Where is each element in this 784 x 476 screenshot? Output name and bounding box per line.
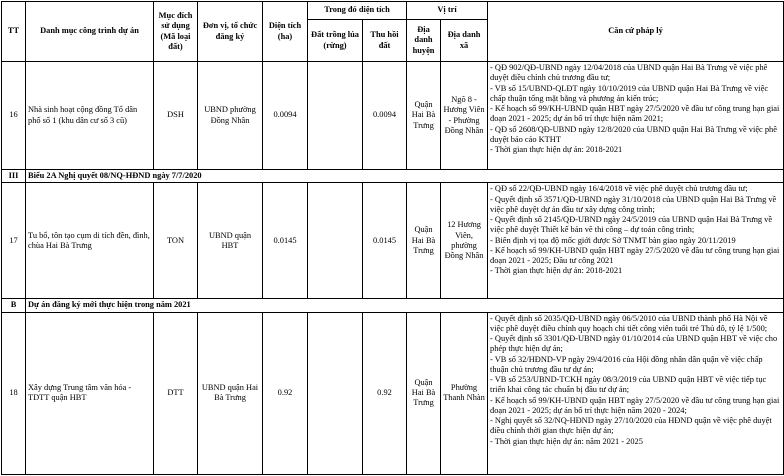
legal-item: - VB số 253/UBND-TCKH ngày 08/3/2019 của UBND quận HBT về việc tiếp tục triển khai công tác chuẩn bị đầu tư dự án; [490,375,767,395]
row-rice [308,62,363,170]
row-tt: 16 [2,62,26,170]
row-project-name: Nhà sinh hoạt cộng đồng Tổ dân phố số 1 (khu dân cư số 3 cũ) [26,62,154,170]
header-tt: TT [2,2,26,62]
header-legal-basis: Căn cứ pháp lý [488,2,784,62]
section-row [2,299,784,312]
row-recovered: 0.0094 [363,62,407,170]
row-land-code: DSH [154,62,198,170]
legal-item: - QĐ số 2608/QĐ-UBND ngày 12/8/2020 của UBND quận Hai Bà Trưng về việc phê duyệt báo cáo KTHT [490,124,777,144]
row-tt: 18 [2,312,26,474]
legal-item: - Quyết định số 3571/QĐ-UBND ngày 31/10/2018 của UBND quận Hai Bà Trưng về việc phê duyệt dự án đầu tư xây dựng công trình; [490,194,777,214]
row-commune: 12 Hương Viên, phường Đồng Nhân [441,183,488,299]
header-location: Vị trí [407,2,488,20]
row-land-code: DTT [154,312,198,474]
row-tt: 17 [2,183,26,299]
row-area: 0.0145 [263,183,308,299]
row-commune: Phường Thanh Nhàn [441,312,488,474]
legal-item: - Nghị quyết số 32/NQ-HĐND ngày 27/10/2020 của HĐND quận về việc phê duyệt điều chỉnh thời gian thực hiện dự án; [490,416,772,436]
legal-item: - Kế hoạch số 99/KH-UBND quận HBT ngày 27/5/2020 về đầu tư công trung hạn giai đoạn 2021 - 2025; dự án bố trí thực hiện năm 2021; [490,104,780,124]
section-title: Biểu 2A Nghị quyết 08/NQ-HĐND ngày 7/7/2020 [26,170,784,183]
header-purpose: Mục đích sử dụng (Mã loại đất) [154,2,198,62]
legal-item: - Quyết định số 3301/QĐ-UBND ngày 01/10/2014 của UBND quận HBT về việc cho phép thực hiện dự án; [490,334,778,354]
row-legal-basis [488,312,784,474]
section-number: B [2,299,26,312]
header-area: Diện tích (ha) [263,2,308,62]
legal-item: - VB số 32/HĐND-VP ngày 29/4/2016 của Hội đồng nhân dân quận về việc chấp thuận chủ trương đầu tư dự án; [490,354,763,374]
row-recovered: 0.0145 [363,183,407,299]
legal-item: - Thời gian thực hiện dự án: năm 2021 - 2025 [490,436,643,446]
row-unit: UBND phường Đồng Nhân [198,62,263,170]
header-recovered: Thu hồi đất [363,20,407,62]
header-district: Địa danh huyện [407,20,441,62]
row-land-code: TON [154,183,198,299]
header-rice-forest: Đất trồng lúa (rừng) [308,20,363,62]
row-district: Quận Hai Bà Trưng [407,312,441,474]
header-of-which: Trong đó diện tích [308,2,407,20]
legal-item: - QĐ số 22/QĐ-UBND ngày 16/4/2018 về việc phê duyệt chủ trương đầu tư; [490,184,748,194]
row-unit: UBND quận Hai Bà Trưng [198,312,263,474]
table-row [2,62,784,170]
section-number: III [2,170,26,183]
section-title: Dự án đăng ký mới thực hiện trong năm 2021 [26,299,784,312]
row-district: Quận Hai Bà Trưng [407,183,441,299]
row-rice [308,312,363,474]
legal-item: - QĐ 902/QĐ-UBND ngày 12/04/2018 của UBND quận Hai Bà Trưng về việc phê duyệt điều chỉnh chủ trương đầu tư; [490,63,768,83]
row-area: 0.92 [263,312,308,474]
legal-item: - Thời gian thực hiện dự án: 2018-2021 [490,266,623,276]
row-rice [308,183,363,299]
row-unit: UBND quận HBT [198,183,263,299]
header-unit: Đơn vị, tổ chức đăng ký [198,2,263,62]
row-recovered: 0.92 [363,312,407,474]
row-commune: Ngõ 8 - Hương Viên - Phường Đồng Nhân [441,62,488,170]
row-legal-basis [488,183,784,299]
table-row [2,183,784,299]
table-row [2,312,784,474]
legal-item: - Quyết định số 2145/QĐ-UBND ngày 24/5/2019 của UBND quận Hai Bà Trưng về việc phê duyệt Thiết kế bản vẽ thi công – dự toán công trình; [490,215,773,235]
legal-item: - Biên định vị tọa độ mốc giới được Sở TNMT bàn giao ngày 20/11/2019 [490,235,736,245]
row-district: Quận Hai Bà Trưng [407,62,441,170]
legal-item: - Kế hoạch số 99/KH-UBND quận HBT ngày 27/5/2020 về đầu tư công trung hạn giai đoạn 2021 - 2025; dự án bố trí thực hiện năm 2020 - 2024; [490,395,780,415]
header-project-list: Danh mục công trình dự án [26,2,154,62]
row-legal-basis [488,62,784,170]
header-commune: Địa danh xã [441,20,488,62]
legal-item: - Quyết định số 2035/QĐ-UBND ngày 06/5/2010 của UBND thành phố Hà Nội về việc phê duyệt điều chỉnh quy hoạch chi tiết công viên tuổi trẻ Thủ đô, tỷ lệ 1/500; [490,313,768,333]
row-area: 0.0094 [263,62,308,170]
section-row [2,170,784,183]
row-project-name: Tu bổ, tôn tạo cụm di tích đền, đình, chùa Hai Bà Trưng [26,183,154,299]
land-use-table [1,1,784,475]
legal-item: - Kế hoạch số 99/KH-UBND quận HBT ngày 27/5/2020 về đầu tư công trung hạn giai đoạn 2021 - 2025; Đầu tư công 2021 [490,245,780,265]
row-project-name: Xây dựng Trung tâm văn hóa - TDTT quận HBT [26,312,154,474]
legal-item: - VB số 15/UBND-QLĐT ngày 10/10/2019 của UBND quận Hai Bà Trưng về việc chấp thuận tổng mặt bằng và phương án kiến trúc; [490,83,769,103]
legal-item: - Thời gian thực hiện dự án: 2018-2021 [490,145,623,154]
